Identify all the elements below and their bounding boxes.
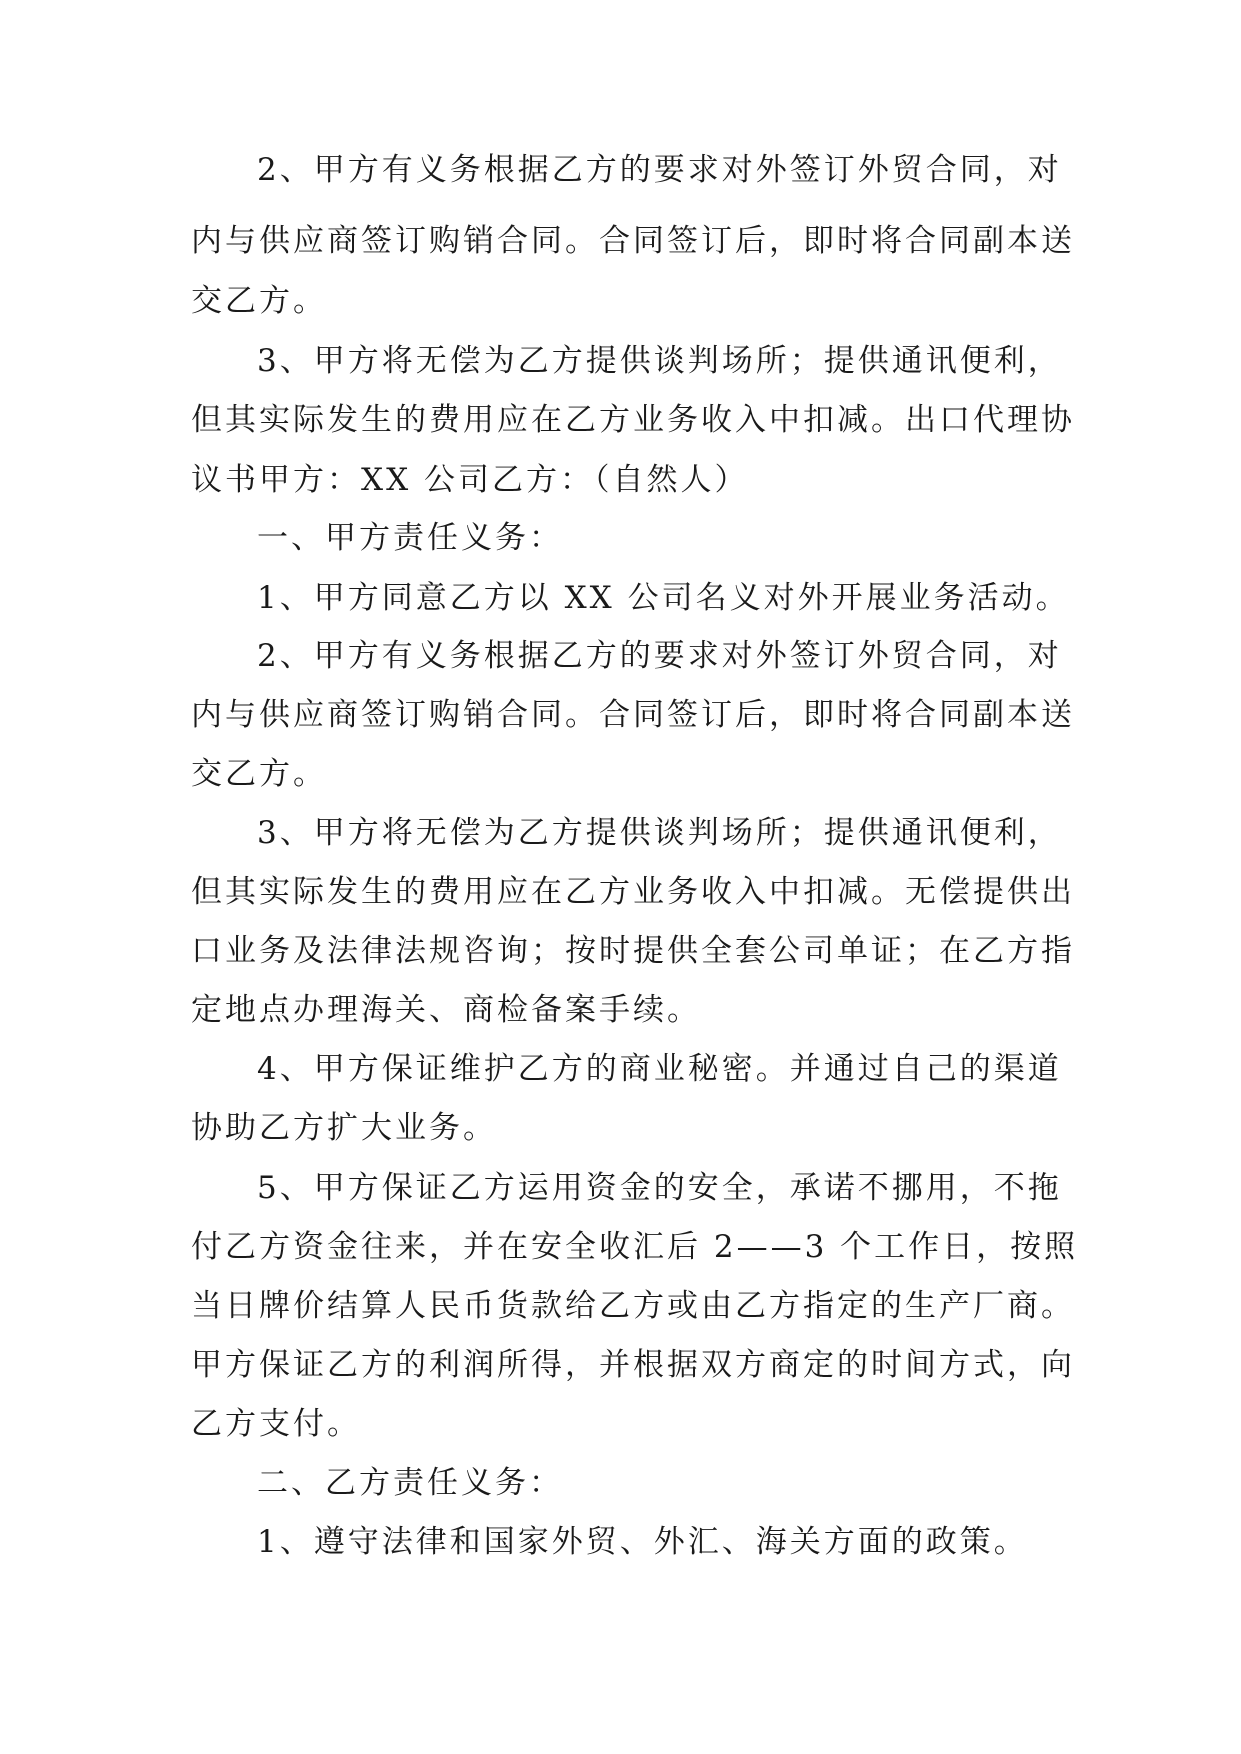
paragraph-line: 1、遵守法律和国家外贸、外汇、海关方面的政策。 — [257, 1524, 1028, 1560]
paragraph-line: 协助乙方扩大业务。 — [191, 1110, 497, 1146]
paragraph-line: 定地点办理海关、商检备案手续。 — [191, 992, 701, 1028]
paragraph-line: 1、甲方同意乙方以 XX 公司名义对外开展业务活动。 — [257, 580, 1070, 616]
paragraph-line: 但其实际发生的费用应在乙方业务收入中扣减。无偿提供出 — [191, 874, 1075, 910]
paragraph-line: 4、甲方保证维护乙方的商业秘密。并通过自己的渠道 — [257, 1051, 1062, 1087]
section-heading: 二、乙方责任义务： — [257, 1465, 563, 1501]
paragraph-line: 乙方支付。 — [191, 1406, 361, 1442]
paragraph-line: 交乙方。 — [191, 756, 327, 792]
paragraph-line: 付乙方资金往来，并在安全收汇后 2——3 个工作日，按照 — [191, 1229, 1079, 1265]
paragraph-line: 5、甲方保证乙方运用资金的安全，承诺不挪用，不拖 — [257, 1170, 1062, 1206]
paragraph-line: 3、甲方将无偿为乙方提供谈判场所；提供通讯便利， — [257, 815, 1062, 851]
paragraph-line: 2、甲方有义务根据乙方的要求对外签订外贸合同，对 — [257, 638, 1062, 674]
paragraph-line: 交乙方。 — [191, 283, 327, 319]
paragraph-line: 当日牌价结算人民币货款给乙方或由乙方指定的生产厂商。 — [191, 1288, 1075, 1324]
paragraph-line: 甲方保证乙方的利润所得，并根据双方商定的时间方式，向 — [191, 1347, 1075, 1383]
paragraph-line: 3、甲方将无偿为乙方提供谈判场所；提供通讯便利， — [257, 343, 1062, 379]
section-heading: 一、甲方责任义务： — [257, 520, 563, 556]
paragraph-line: 2、甲方有义务根据乙方的要求对外签订外贸合同，对 — [257, 152, 1062, 188]
paragraph-line: 内与供应商签订购销合同。合同签订后，即时将合同副本送 — [191, 697, 1075, 733]
paragraph-line: 内与供应商签订购销合同。合同签订后，即时将合同副本送 — [191, 223, 1075, 259]
paragraph-line: 议书甲方：XX 公司乙方：（自然人） — [191, 462, 749, 498]
paragraph-line: 口业务及法律法规咨询；按时提供全套公司单证；在乙方指 — [191, 933, 1075, 969]
paragraph-line: 但其实际发生的费用应在乙方业务收入中扣减。出口代理协 — [191, 402, 1075, 438]
